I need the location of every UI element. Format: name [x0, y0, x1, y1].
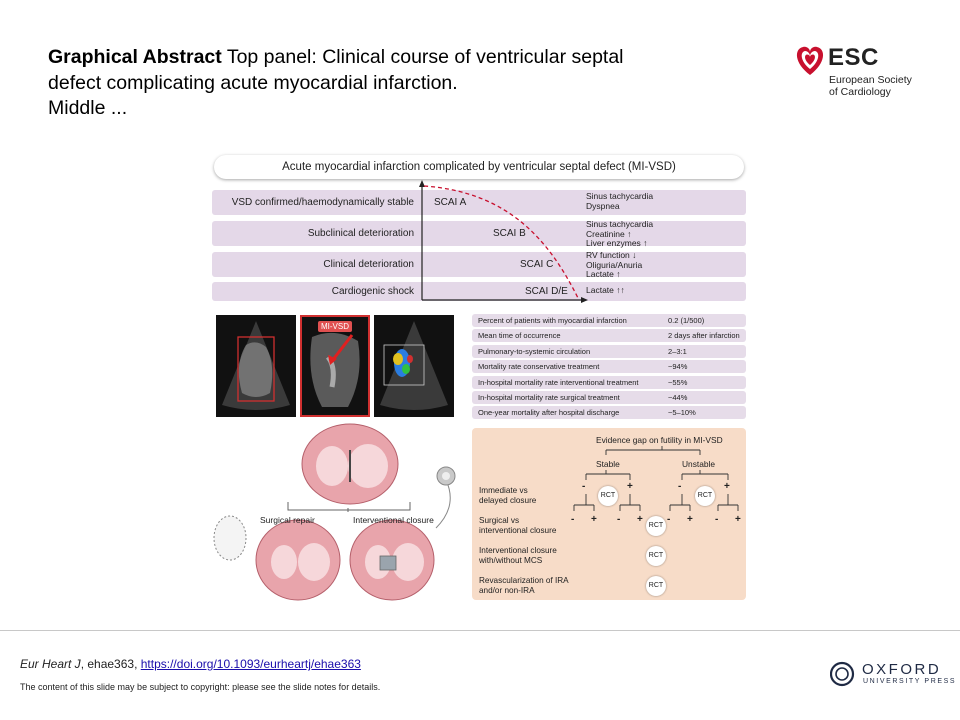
stage-scai: SCAI D/E — [525, 286, 568, 297]
stat-value: ~94% — [668, 362, 688, 372]
stat-value: ~44% — [668, 392, 688, 402]
stage-label: Cardiogenic shock — [331, 286, 414, 297]
sign-text: Sinus tachycardia — [586, 219, 654, 229]
sign-text: Lactate ↑↑ — [586, 285, 625, 295]
stage-scai: SCAI C — [520, 259, 554, 270]
title-bold: Graphical Abstract — [48, 46, 222, 68]
mivsd-label: MI-VSD — [318, 321, 352, 332]
stat-row — [472, 376, 746, 389]
doi-link[interactable]: https://doi.org/10.1093/eurheartj/ehae363 — [140, 657, 361, 671]
surgical-repair-label: Surgical repair — [260, 515, 315, 525]
plus-sign: + — [591, 514, 597, 525]
stat-key: One-year mortality after hospital discharge — [478, 408, 620, 418]
minus-sign: - — [582, 481, 586, 492]
figure-banner: Acute myocardial infarction complicated by ventricular septal defect (MI-VSD) — [214, 155, 744, 179]
sign-text: Creatinine ↑ — [586, 228, 632, 239]
footer-divider — [0, 630, 960, 631]
stage-label: Subclinical deterioration — [307, 228, 414, 239]
slide-title — [48, 45, 748, 122]
minus-sign: - — [715, 514, 719, 525]
esc-line1: European Society — [829, 74, 912, 86]
stat-row — [472, 360, 746, 373]
interventional-closure-label: Interventional closure — [353, 515, 434, 525]
stage-label: VSD confirmed/haemodynamically stable — [231, 197, 414, 208]
stat-value: ~55% — [668, 377, 688, 387]
unstable-label: Unstable — [682, 459, 716, 469]
copyright-notice: The content of this slide may be subject to copyright: please see the slide notes for details. — [20, 682, 381, 692]
sign-text: RV function ↓ — [586, 250, 637, 260]
sign-text: Liver enzymes ↑ — [586, 238, 648, 248]
stat-value: 2 days after infarction — [668, 331, 740, 341]
stat-key: Percent of patients with myocardial infarction — [478, 316, 627, 325]
question-label: Revascularization of IRA and/or non-IRA — [479, 576, 569, 595]
rct-badge: RCT — [646, 576, 666, 596]
stable-label: Stable — [596, 459, 620, 469]
plus-sign: + — [637, 514, 643, 525]
stat-key: In-hospital mortality rate interventional treatment — [478, 377, 639, 387]
article-id: , ehae363, — [80, 657, 141, 671]
rct-badge: RCT — [646, 546, 666, 566]
sign-text: Oliguria/Anuria — [586, 259, 643, 270]
stage-scai: SCAI B — [493, 228, 526, 239]
esc-name: ESC — [828, 44, 879, 71]
minus-sign: - — [667, 514, 671, 525]
evidence-gap-title: Evidence gap on futility in MI-VSD — [596, 435, 723, 445]
stage-axes — [210, 152, 750, 312]
title-line3: Middle ... — [48, 97, 128, 119]
stat-key: Mortality rate conservative treatment — [478, 362, 600, 372]
sign-text: Sinus tachycardia — [586, 191, 654, 201]
stat-row — [472, 314, 746, 327]
minus-sign: - — [678, 481, 682, 492]
sign-text: Dyspnea — [586, 200, 620, 211]
oxford-subtitle: UNIVERSITY PRESS — [863, 678, 957, 685]
rct-badge: RCT — [695, 486, 715, 506]
stat-key: Pulmonary-to-systemic circulation — [478, 346, 591, 356]
stat-row — [472, 345, 746, 358]
stat-row — [472, 406, 746, 419]
question-label: Surgical vs interventional closure — [479, 516, 557, 535]
question-label: Interventional closure with/without MCS — [479, 546, 557, 565]
stat-value: 0.2 (1/500) — [668, 316, 705, 325]
stat-value: ~5–10% — [668, 408, 696, 418]
oxford-name: OXFORD — [862, 661, 942, 678]
plus-sign: + — [627, 481, 633, 492]
rct-badge: RCT — [598, 486, 618, 506]
graphical-abstract-figure — [210, 152, 750, 608]
decision-tree — [472, 428, 746, 600]
stage-label: Clinical deterioration — [323, 259, 414, 270]
minus-sign: - — [617, 514, 621, 525]
echo-image-zoom — [300, 315, 370, 417]
esc-line2: of Cardiology — [829, 86, 891, 98]
echo-image-left — [216, 315, 296, 417]
stats-list — [472, 314, 746, 422]
stat-key: In-hospital mortality rate surgical treatment — [478, 392, 620, 402]
heart-illustrations — [210, 420, 468, 608]
esc-subtitle — [829, 74, 912, 98]
citation — [20, 657, 361, 671]
evidence-gap-panel — [472, 428, 746, 600]
echo-image-doppler — [374, 315, 454, 417]
stat-row — [472, 329, 746, 342]
question-label: Immediate vs delayed closure — [479, 486, 537, 505]
title-line2: defect complicating acute myocardial infarction. — [48, 71, 458, 94]
plus-sign: + — [724, 481, 730, 492]
stage-scai: SCAI A — [434, 197, 467, 208]
minus-sign: - — [571, 514, 575, 525]
stat-row — [472, 391, 746, 404]
stat-value: 2–3:1 — [668, 346, 687, 356]
journal-name: Eur Heart J — [20, 657, 81, 671]
plus-sign: + — [687, 514, 693, 525]
stat-key: Mean time of occurrence — [478, 331, 561, 341]
rct-badge: RCT — [646, 516, 666, 536]
sign-text: Lactate ↑ — [586, 269, 621, 279]
title-line1: Top panel: Clinical course of ventricular septal — [221, 46, 624, 68]
plus-sign: + — [735, 514, 741, 525]
